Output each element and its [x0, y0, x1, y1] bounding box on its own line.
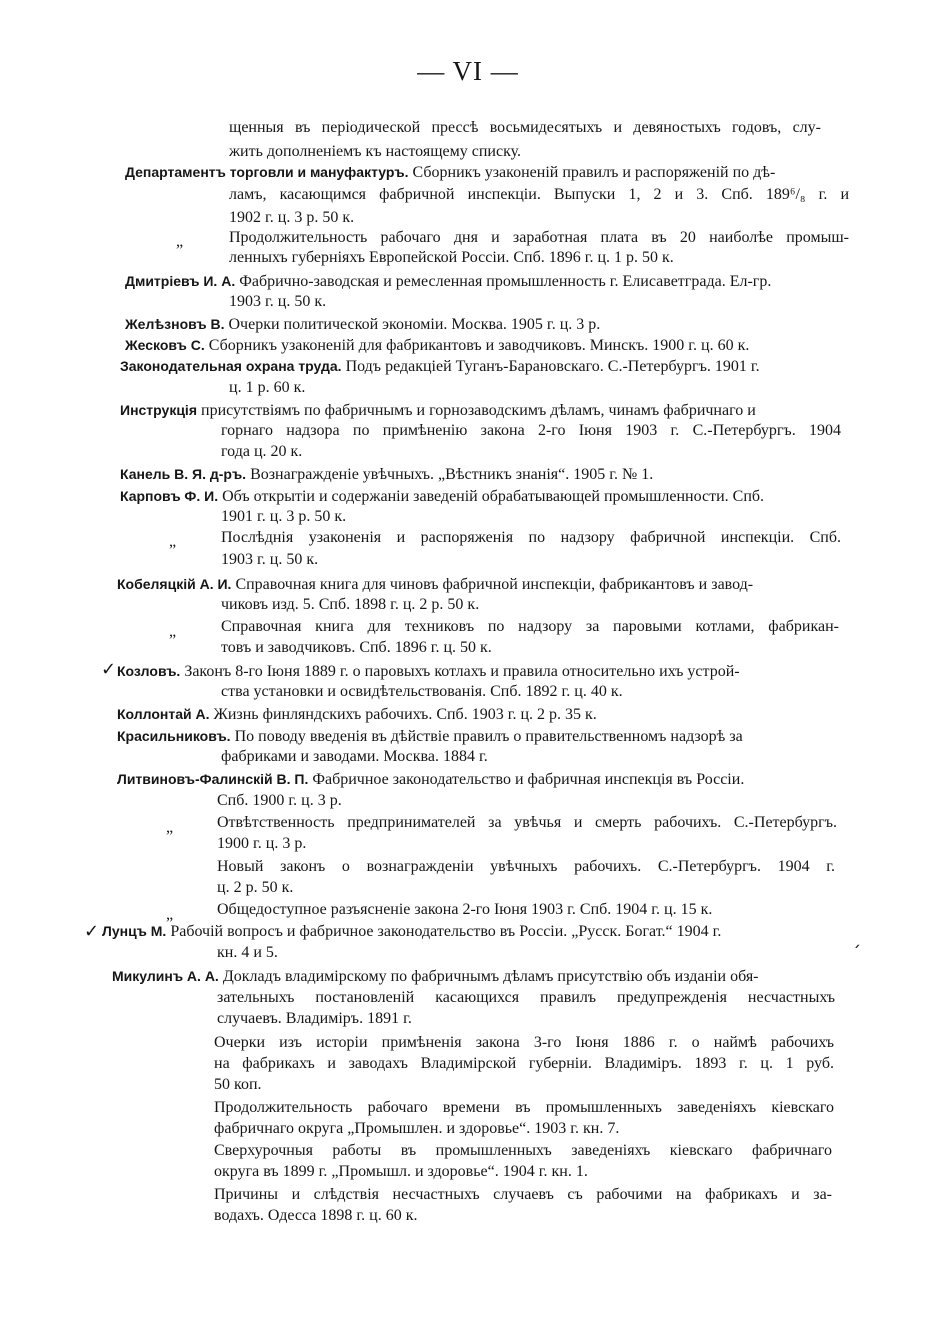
bibliography-entry — [112, 966, 759, 986]
entry-text-line: 50 коп. — [214, 1076, 262, 1093]
entry-text-line: 1901 г. ц. 3 р. 50 к. — [221, 508, 347, 525]
bibliography-entry — [120, 486, 764, 506]
entry-text: Подъ редакціей Туганъ-Барановскаго. С.-Петербургъ. 1901 г. — [345, 358, 760, 375]
entry-text-line: Новый законъ о вознагражденіи увѣчныхъ рабочихъ. С.-Петербургъ. 1904 г. — [217, 858, 835, 875]
entry-text: Фабричное законодательство и фабричная инспекція въ Россіи. — [312, 771, 745, 788]
entry-text-line: округа въ 1899 г. „Промышл. и здоровье“. 1904 г. кн. 1. — [214, 1163, 588, 1180]
entry-text-line: фабриками и заводами. Москва. 1884 г. — [221, 748, 488, 765]
bibliography-entry — [117, 704, 597, 724]
bibliography-entry — [120, 400, 756, 420]
entry-text-line: кн. 4 и 5. — [217, 944, 278, 961]
check-mark-icon: ✓ — [84, 921, 100, 942]
entry-text-line: ства установки и освидѣтельствованія. Спб. 1892 г. ц. 40 к. — [221, 683, 623, 700]
entry-author: Законодательная охрана труда. — [120, 358, 342, 374]
entry-text-line: 1903 г. ц. 50 к. — [221, 551, 319, 568]
bibliography-entry — [120, 464, 653, 484]
entry-author: Инструкція — [120, 402, 197, 418]
entry-text-line: Послѣднія узаконенія и распоряженія по надзору фабричной инспекціи. Спб. — [221, 529, 841, 546]
entry-text-line: ц. 1 р. 60 к. — [229, 379, 306, 396]
entry-text-line: водахъ. Одесса 1898 г. ц. 60 к. — [214, 1207, 418, 1224]
entry-text: По поводу введенія въ дѣйствіе правилъ о правительственномъ надзорѣ за — [234, 728, 743, 745]
entry-text: Жизнь финляндскихъ рабочихъ. Спб. 1903 г. ц. 2 р. 35 к. — [213, 706, 597, 723]
entry-text-line: Общедоступное разъясненіе закона 2-го Іюня 1903 г. Спб. 1904 г. ц. 15 к. — [217, 901, 713, 918]
bibliography-entry — [125, 271, 771, 291]
ditto-mark: „ — [176, 233, 184, 250]
bibliography-entry — [125, 162, 822, 182]
entry-author: Желѣзновъ В. — [125, 316, 225, 332]
margin-mark-icon: ˏ — [852, 928, 861, 949]
entry-text-line: Спб. 1900 г. ц. 3 р. — [217, 792, 342, 809]
entry-text-line: Сверхурочныя работы въ промышленныхъ заведеніяхъ кіевскаго фабричнаго — [214, 1142, 832, 1159]
entry-text: Сборникъ узаконеній для фабрикантовъ и заводчиковъ. Минскъ. 1900 г. ц. 60 к. — [208, 337, 750, 354]
entry-text-line: фабричнаго округа „Промышлен. и здоровье“. 1903 г. кн. 7. — [214, 1120, 620, 1137]
bibliography-entry — [125, 314, 600, 334]
entry-author: Литвиновъ-Фалинскій В. П. — [117, 771, 309, 787]
entry-text-line: случаевъ. Владиміръ. 1891 г. — [217, 1010, 412, 1027]
entry-text-line: зательныхъ постановленій касающихся правилъ предупрежденія несчастныхъ — [217, 989, 835, 1006]
entry-text: Докладъ владимірскому по фабричнымъ дѣламъ присутствію объ изданіи обя- — [222, 968, 759, 985]
ditto-mark: „ — [169, 623, 177, 640]
entry-text: Рабочій вопросъ и фабричное законодательство въ Россіи. „Русск. Богат.“ 1904 г. — [170, 923, 722, 940]
entry-author: Микулинъ А. А. — [112, 968, 219, 984]
entry-text-line: товъ и заводчиковъ. Спб. 1896 г. ц. 50 к. — [221, 639, 492, 656]
entry-text: Справочная книга для чиновъ фабричной инспекціи, фабрикантовъ и завод- — [235, 576, 754, 593]
entry-text-line: ламъ, касающимся фабричной инспекціи. Выпуски 1, 2 и 3. Спб. 189⁶/₈ г. и — [229, 186, 849, 203]
bibliography-entry — [117, 726, 743, 746]
entry-text: Очерки политической экономіи. Москва. 1905 г. ц. 3 р. — [228, 316, 601, 333]
entry-text-line: Продолжительность рабочаго времени въ промышленныхъ заведеніяхъ кіевскаго — [214, 1099, 834, 1116]
entry-text: Законъ 8-го Іюня 1889 г. о паровыхъ котлахъ и правила относительно ихъ устрой- — [184, 663, 740, 680]
entry-text: присутствіямъ по фабричнымъ и горнозаводскимъ дѣламъ, чинамъ фабричнаго и — [201, 402, 756, 419]
entry-text-line: ц. 2 р. 50 к. — [217, 879, 294, 896]
entry-continuation-line: жить дополненіемъ къ настоящему списку. — [229, 143, 522, 160]
entry-author: Красильниковъ. — [117, 728, 231, 744]
check-mark-icon: ✓ — [101, 659, 117, 680]
entry-author: Лунцъ М. — [102, 923, 167, 939]
bibliography-entry — [120, 356, 760, 376]
entry-text-line: года ц. 20 к. — [221, 443, 303, 460]
bibliography-entry — [125, 335, 749, 355]
bibliography-entry — [117, 769, 744, 789]
entry-text-line: ленныхъ губерніяхъ Европейской Россіи. Спб. 1896 г. ц. 1 р. 50 к. — [229, 249, 674, 266]
bibliography-entry — [102, 921, 721, 941]
bibliography-entry — [117, 661, 740, 681]
entry-text: Вознагражденіе увѣчныхъ. „Вѣстникъ знанія“. 1905 г. № 1. — [250, 466, 654, 483]
entry-text: Сборникъ узаконеній правилъ и распоряженій по дѣ- — [412, 164, 776, 181]
entry-text-line: Продолжительность рабочаго дня и заработная плата въ 20 наиболѣе промыш- — [229, 229, 849, 246]
entry-author: Жесковъ С. — [125, 337, 205, 353]
entry-author: Департаментъ торговли и мануфактуръ. — [125, 164, 409, 180]
entry-text-line: чиковъ изд. 5. Спб. 1898 г. ц. 2 р. 50 к. — [221, 596, 480, 613]
entry-author: Кобеляцкій А. И. — [117, 576, 232, 592]
ditto-mark: „ — [166, 819, 174, 836]
entry-author: Козловъ. — [117, 663, 181, 679]
entry-author: Коллонтай А. — [117, 706, 210, 722]
entry-text-line: горнаго надзора по примѣненію закона 2-го Іюня 1903 г. С.-Петербургъ. 1904 — [221, 422, 841, 439]
entry-author: Канель В. Я. д-ръ. — [120, 466, 247, 482]
entry-continuation-line: щенныя въ періодической прессѣ восьмидесятыхъ и девяностыхъ годовъ, слу- — [229, 119, 821, 136]
ditto-mark: „ — [169, 533, 177, 550]
entry-text-line: Причины и слѣдствія несчастныхъ случаевъ съ рабочими на фабрикахъ и за- — [214, 1186, 832, 1203]
entry-text-line: 1903 г. ц. 50 к. — [229, 293, 327, 310]
entry-text-line: Отвѣтственность предпринимателей за увѣчья и смерть рабочихъ. С.-Петербургъ. — [217, 814, 837, 831]
bibliography-entry — [117, 574, 753, 594]
entry-text-line: Очерки изъ исторіи примѣненія закона 3-го Іюня 1886 г. о наймѣ рабочихъ — [214, 1034, 834, 1051]
ditto-mark: „ — [166, 906, 174, 923]
entry-text: Объ открытіи и содержаніи заведеній обрабатывающей промышленности. Спб. — [222, 488, 765, 505]
entry-author: Карповъ Ф. И. — [120, 488, 219, 504]
entry-author: Дмитріевъ И. А. — [125, 273, 236, 289]
page-number: — VI — — [417, 56, 519, 86]
entry-text-line: 1902 г. ц. 3 р. 50 к. — [229, 209, 355, 226]
entry-text-line: на фабрикахъ и заводахъ Владимірской губерніи. Владиміръ. 1893 г. ц. 1 руб. — [214, 1055, 834, 1072]
entry-text: Фабрично-заводская и ремесленная промышленность г. Елисаветграда. Ел-гр. — [239, 273, 772, 290]
entry-text-line: Справочная книга для техниковъ по надзору за паровыми котлами, фабрикан- — [221, 618, 839, 635]
entry-text-line: 1900 г. ц. 3 р. — [217, 835, 307, 852]
